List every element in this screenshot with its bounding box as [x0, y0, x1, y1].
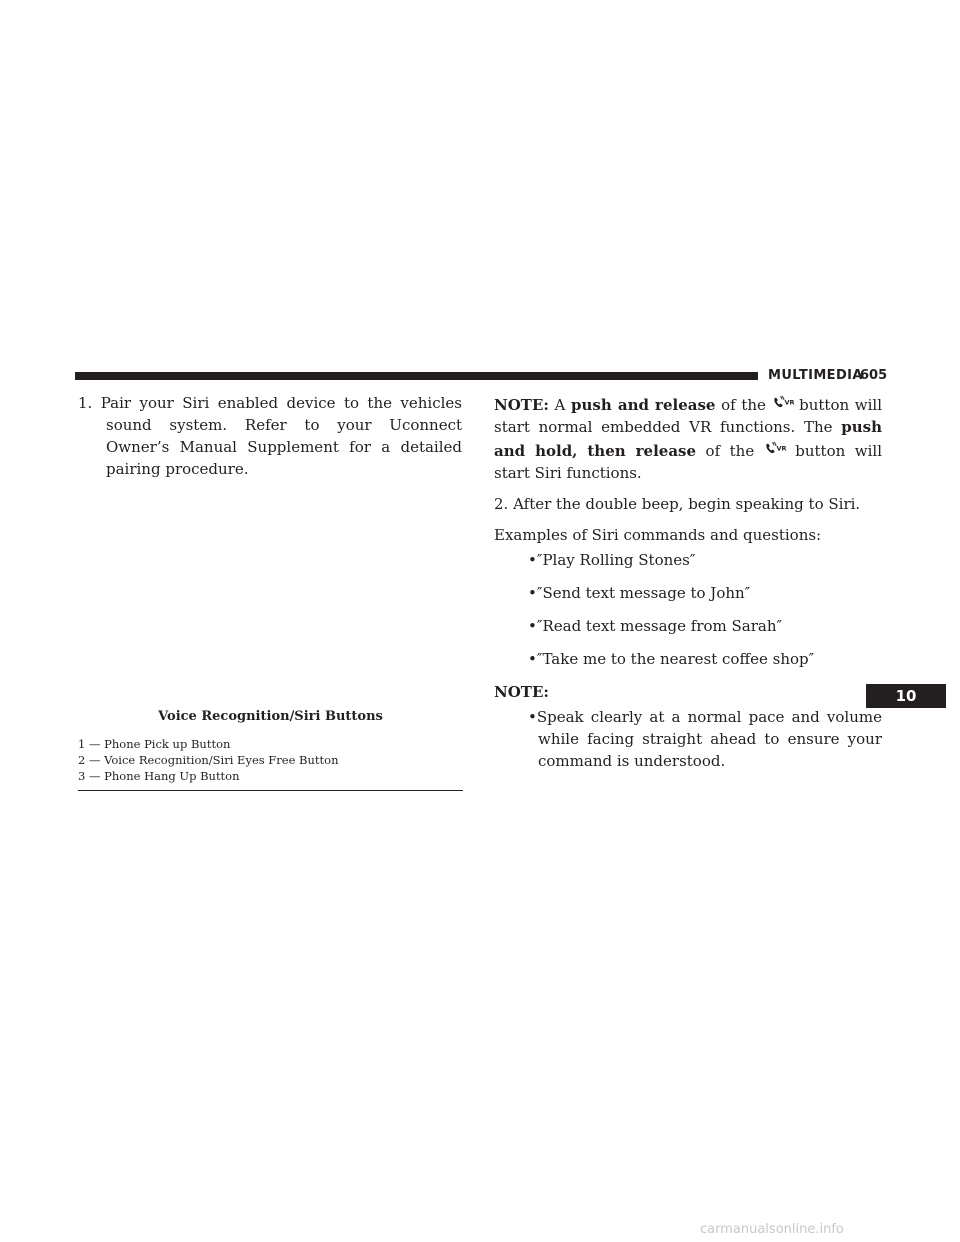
list-item: •″Send text message to John″ — [528, 584, 751, 602]
right-column — [494, 392, 882, 783]
note-list — [494, 706, 882, 772]
note-bold-text: push and release — [571, 396, 716, 414]
caption-rule — [78, 790, 463, 791]
left-column — [78, 392, 462, 480]
caption-title: Voice Recognition/Siri Buttons — [158, 709, 383, 724]
note-label: NOTE: — [494, 396, 549, 414]
watermark: carmanualsonline.info — [700, 1222, 844, 1237]
svg-text:VR: VR — [776, 444, 787, 453]
caption-line: 3 — Phone Hang Up Button — [78, 769, 240, 783]
voice-recognition-icon — [773, 392, 793, 414]
note-label: NOTE: — [494, 683, 549, 701]
header-rule — [75, 372, 758, 380]
section-title: MULTIMEDIA — [768, 368, 863, 383]
svg-text:VR: VR — [784, 398, 795, 407]
figure-caption — [78, 708, 463, 791]
note-bold-text: push and hold, then release — [494, 418, 882, 460]
note-text: button will start Siri functions. — [494, 442, 883, 482]
list-item: •″Read text message from Sarah″ — [528, 617, 783, 635]
list-item: •″Take me to the nearest coffee shop″ — [528, 650, 815, 668]
note-text: A — [548, 396, 572, 414]
examples-list — [494, 549, 882, 670]
list-item: •Speak clearly at a normal pace and volume while facing straight ahead to ensure your command is understood. — [528, 708, 882, 770]
step-1: 1. Pair your Siri enabled device to the vehicles sound system. Refer to your Uconnect Owner’s Manual Supplement for a detailed pairing procedure. — [78, 394, 462, 478]
page-number: 605 — [860, 368, 888, 383]
examples-intro: Examples of Siri commands and questions: — [494, 526, 822, 544]
caption-line: 2 — Voice Recognition/Siri Eyes Free Button — [78, 753, 339, 767]
voice-recognition-icon — [765, 438, 785, 460]
note-text: of the — [715, 396, 772, 414]
caption-line: 1 — Phone Pick up Button — [78, 737, 231, 751]
chapter-tab: 10 — [866, 684, 946, 708]
list-item: •″Play Rolling Stones″ — [528, 551, 696, 569]
note-text: of the — [696, 442, 764, 460]
note-text: button will start normal embedded VR functions. The — [494, 396, 883, 436]
note-vr-paragraph — [494, 392, 882, 484]
step-2: 2. After the double beep, begin speaking to Siri. — [494, 495, 861, 513]
